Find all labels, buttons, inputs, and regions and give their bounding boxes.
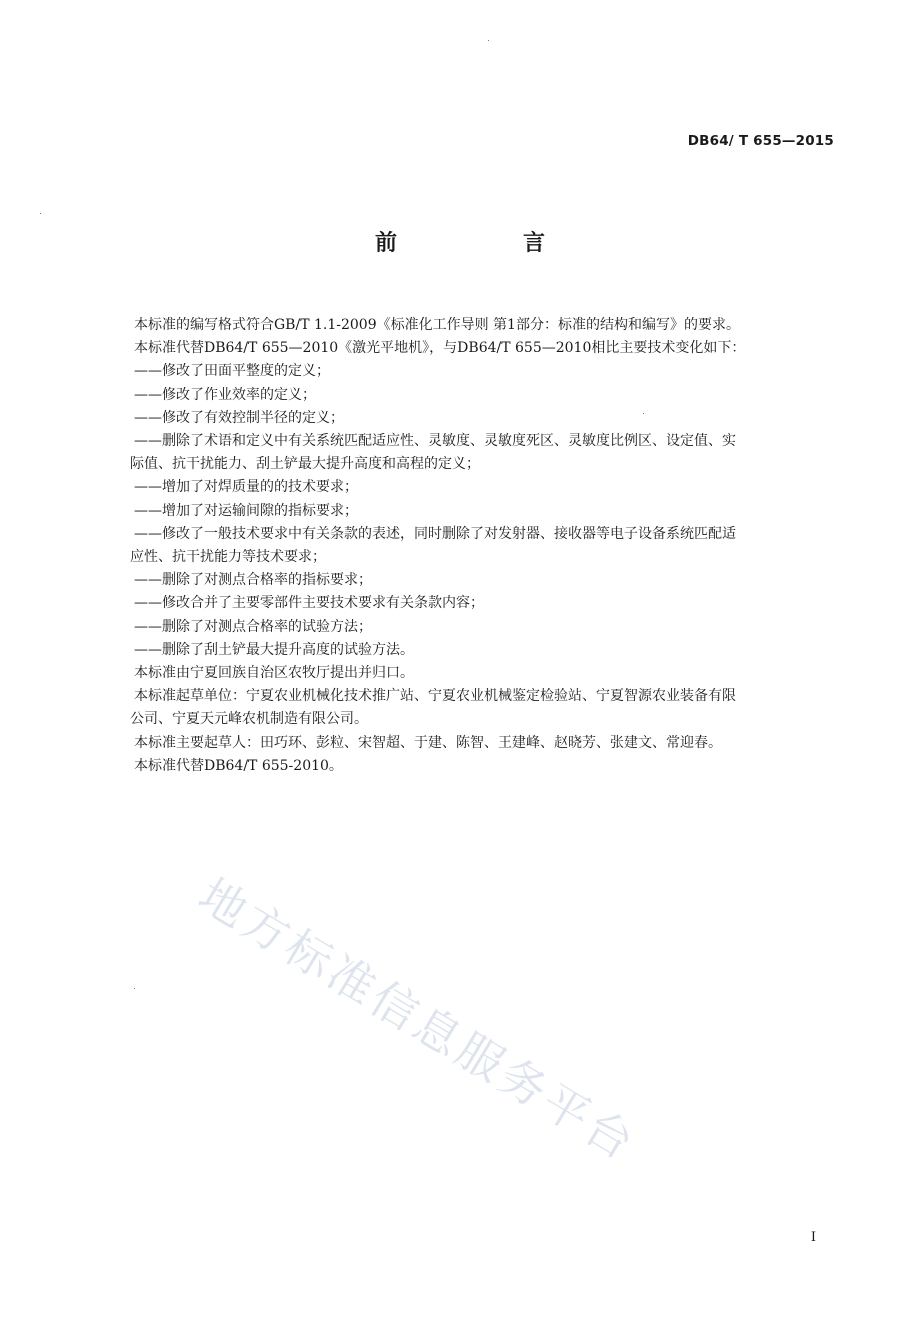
watermark-text: 地方标准信息服务平台 [189,867,646,1172]
page-title: 前 言 [374,231,597,256]
list-item: ——删除了刮土铲最大提升高度的试验方法。 [134,641,414,658]
list-item: ——增加了对运输间隙的指标要求； [134,502,358,519]
paragraph-continuation: 公司、宁夏天元峰农机制造有限公司。 [130,711,368,728]
scan-speck [488,40,489,41]
list-item: ——修改了一般技术要求中有关条款的表述，同时删除了对发射器、接收器等电子设备系统匹配适 [134,525,736,542]
list-item: ——修改了作业效率的定义； [134,386,316,403]
list-item: ——修改了有效控制半径的定义； [134,409,344,426]
list-item: ——删除了术语和定义中有关系统匹配适应性、灵敏度、灵敏度死区、灵敏度比例区、设定值、实 [134,433,736,450]
paragraph: 本标准代替DB64/T 655—2010《激光平地机》，与DB64/T 655—2010相比主要技术变化如下： [134,340,746,357]
list-item: ——修改了田面平整度的定义； [134,363,330,380]
paragraph: 本标准由宁夏回族自治区农牧厅提出并归口。 [134,665,414,682]
list-item: ——删除了对测点合格率的指标要求； [134,572,372,589]
paragraph: 本标准主要起草人：田巧环、彭粒、宋智超、于建、陈智、王建峰、赵晓芳、张建文、常迎春。 [134,734,722,751]
paragraph: 本标准起草单位：宁夏农业机械化技术推广站、宁夏农业机械鉴定检验站、宁夏智源农业装备有限 [134,688,736,705]
page-number: I [810,1230,816,1245]
list-item-continuation: 际值、抗干扰能力、刮土铲最大提升高度和高程的定义； [130,456,480,473]
scan-speck [40,213,41,214]
document-code: DB64/ T 655—2015 [687,133,834,149]
list-item-continuation: 应性、抗干扰能力等技术要求； [130,549,326,566]
scan-speck [134,988,135,989]
paragraph: 本标准代替DB64/T 655-2010。 [134,757,343,774]
list-item: ——删除了对测点合格率的试验方法； [134,618,372,635]
foreword-body [130,314,836,778]
paragraph: 本标准的编写格式符合GB/T 1.1-2009《标准化工作导则 第1部分：标准的结构和编写》的要求。 [134,317,740,333]
scan-speck [643,413,644,414]
list-item: ——增加了对焊质量的的技术要求； [134,479,358,496]
list-item: ——修改合并了主要零部件主要技术要求有关条款内容； [134,595,484,612]
